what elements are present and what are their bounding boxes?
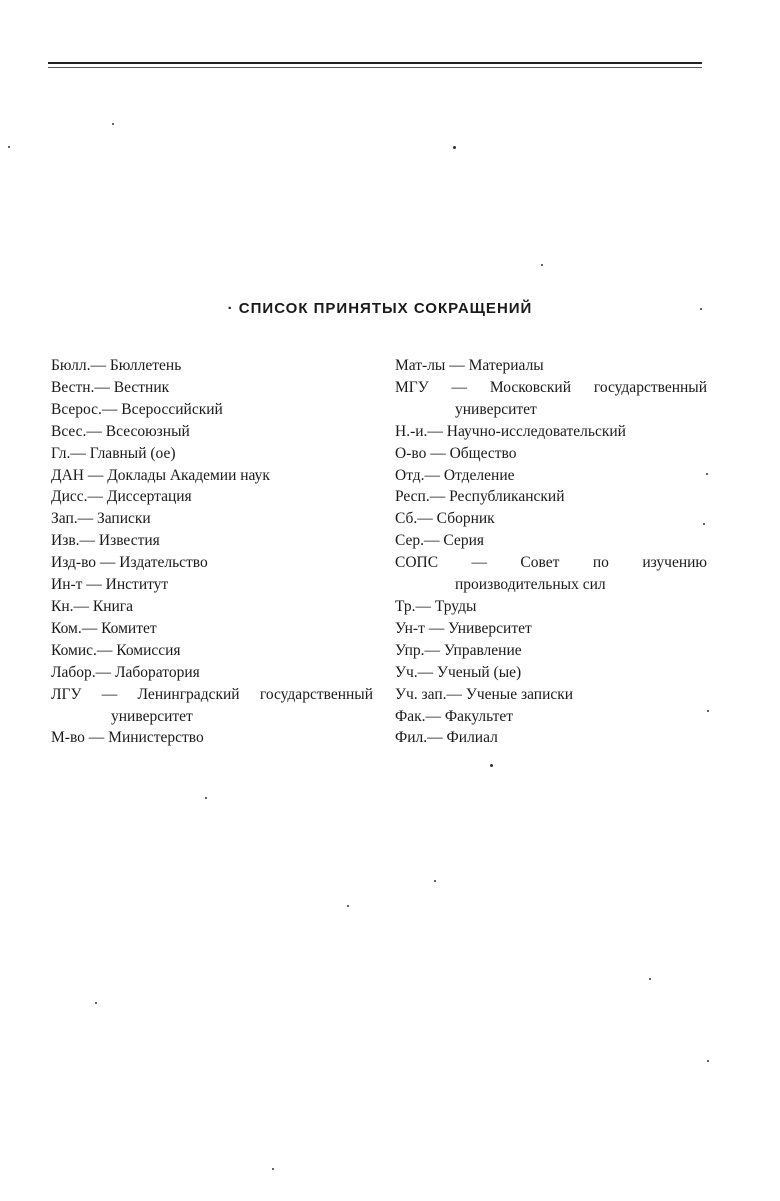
scan-speck (8, 146, 10, 148)
abbreviation-entry: Вестн.— Вестник (51, 378, 170, 396)
scan-speck (272, 1168, 274, 1170)
abbreviation-entry: Изв.— Известия (51, 532, 160, 550)
abbreviation-entry: ЛГУ — Ленинградский государственный университет (51, 685, 373, 725)
abbreviation-entry: МГУ — Московский государственный университет (395, 378, 707, 418)
abbreviation-entry: Ин-т — Институт (51, 576, 169, 594)
abbreviation-entry: О-во — Общество (395, 444, 517, 462)
scan-speck (347, 905, 349, 907)
scan-speck (205, 797, 207, 799)
scan-speck (700, 308, 702, 310)
abbreviation-entry: ДАН — Доклады Академии наук (51, 466, 270, 484)
abbreviation-entry: Кн.— Книга (51, 597, 134, 615)
abbreviation-entry: Бюлл.— Бюллетень (51, 357, 182, 374)
abbreviation-entry: Ком.— Комитет (51, 619, 157, 637)
scan-speck (112, 123, 114, 125)
abbreviation-entry: СОПС — Совет по изучению производительных сил (395, 554, 707, 594)
abbreviation-entry: Всес.— Всесоюзный (51, 422, 190, 440)
abbreviations-right-column (395, 355, 707, 749)
abbreviation-entry: Уч. зап.— Ученые записки (395, 685, 574, 703)
scan-speck (490, 764, 493, 767)
scan-speck (707, 710, 709, 712)
abbreviation-entry: Дисс.— Диссертация (51, 488, 192, 506)
scan-speck (453, 146, 456, 149)
scan-speck (95, 1002, 97, 1004)
abbreviation-entry: Фак.— Факультет (395, 707, 514, 725)
abbreviation-entry: М-во — Министерство (51, 729, 204, 747)
abbreviation-entry: Всерос.— Всероссийский (51, 400, 223, 418)
abbreviation-entry: Комис.— Комиссия (51, 641, 181, 659)
abbreviation-entry: Упр.— Управление (395, 641, 522, 659)
scan-speck (649, 978, 651, 980)
abbreviation-entry: Фил.— Филиал (395, 729, 498, 747)
abbreviation-entry: Тр.— Труды (395, 597, 477, 615)
scan-speck (706, 473, 708, 475)
abbreviation-entry: Респ.— Республиканский (395, 488, 565, 506)
scan-speck (434, 880, 436, 882)
page-title: · СПИСОК ПРИНЯТЫХ СОКРАЩЕНИЙ (227, 300, 533, 317)
abbreviation-entry: Гл.— Главный (ое) (51, 444, 176, 462)
header-rule-thin (48, 67, 702, 68)
abbreviation-entry: Сб.— Сборник (395, 510, 495, 528)
scan-speck (703, 523, 705, 525)
abbreviation-entry: Уч.— Ученый (ые) (395, 663, 522, 681)
abbreviations-left-column (51, 355, 373, 749)
abbreviation-entry: Сер.— Серия (395, 532, 484, 550)
abbreviation-entry: Ун-т — Университет (395, 619, 532, 637)
header-rule (48, 62, 702, 64)
scan-speck (707, 1060, 709, 1062)
abbreviation-entry: Изд-во — Издательство (51, 554, 208, 572)
abbreviation-entry: Н.-и.— Научно-исследовательский (395, 422, 626, 440)
abbreviation-entry: Мат-лы — Материалы (395, 357, 544, 374)
scan-speck (541, 264, 543, 266)
abbreviation-entry: Зап.— Записки (51, 510, 151, 528)
abbreviation-entry: Отд.— Отделение (395, 466, 515, 484)
abbreviation-entry: Лабор.— Лаборатория (51, 663, 200, 681)
